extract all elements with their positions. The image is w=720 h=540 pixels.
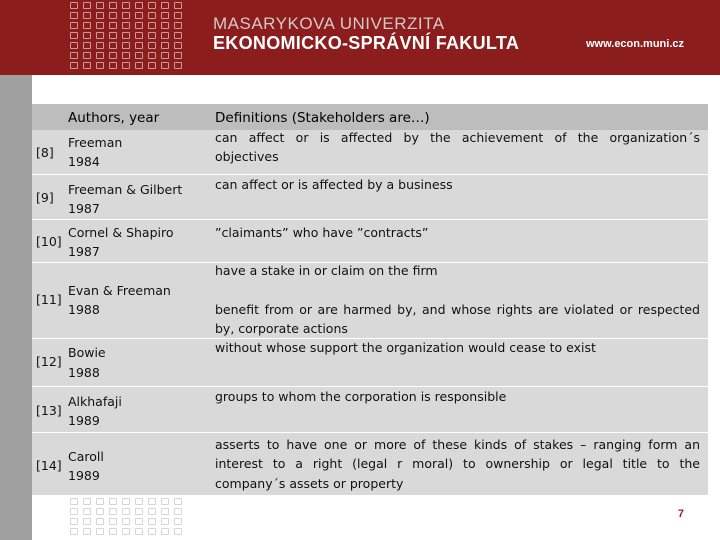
logo-grid-square — [70, 62, 78, 69]
logo-grid-square — [174, 498, 182, 505]
faculty-name: EKONOMICKO-SPRÁVNÍ FAKULTA — [213, 33, 520, 53]
table-row-author: Caroll — [68, 449, 104, 464]
university-logo-grid — [70, 2, 188, 70]
logo-grid-square — [148, 12, 156, 19]
table-row-ref: [10] — [36, 234, 62, 249]
logo-grid-square — [83, 2, 91, 9]
logo-grid-square — [70, 22, 78, 29]
logo-grid-square — [122, 518, 130, 525]
logo-grid-square — [135, 12, 143, 19]
logo-grid-square — [122, 62, 130, 69]
table-row-year: 1987 — [68, 244, 100, 259]
logo-grid-square — [161, 528, 169, 535]
table-row-definition: have a stake in or claim on the firm — [215, 263, 438, 278]
logo-grid-square — [174, 22, 182, 29]
table-row-year: 1988 — [68, 365, 100, 380]
logo-grid-square — [122, 42, 130, 49]
logo-grid-square — [135, 62, 143, 69]
table-row-definition: can affect or is affected by the achievement of the organization´s — [215, 130, 700, 145]
logo-grid-square — [135, 22, 143, 29]
logo-grid-square — [83, 22, 91, 29]
logo-grid-square — [161, 62, 169, 69]
logo-grid-square — [174, 52, 182, 59]
university-name: MASARYKOVA UNIVERZITA — [213, 14, 445, 33]
logo-grid-square — [70, 42, 78, 49]
header-banner — [0, 0, 720, 75]
logo-grid-square — [122, 12, 130, 19]
logo-grid-square — [174, 528, 182, 535]
table-row-author: Freeman & Gilbert — [68, 182, 183, 197]
logo-grid-square — [70, 12, 78, 19]
logo-grid-square — [109, 508, 117, 515]
table-row-definition: company´s assets or property — [215, 476, 404, 491]
logo-grid-square — [122, 22, 130, 29]
logo-grid-square — [83, 52, 91, 59]
logo-grid-square — [96, 22, 104, 29]
logo-grid-square — [135, 42, 143, 49]
table-row-definition: by, corporate actions — [215, 321, 348, 336]
logo-grid-square — [83, 42, 91, 49]
logo-grid-square — [122, 508, 130, 515]
table-row-year: 1987 — [68, 201, 100, 216]
logo-grid-square — [83, 62, 91, 69]
logo-grid-square — [109, 42, 117, 49]
logo-grid-square — [83, 12, 91, 19]
table-row-year: 1984 — [68, 154, 100, 169]
logo-grid-square — [148, 2, 156, 9]
row-divider — [32, 432, 708, 433]
logo-grid-square — [109, 518, 117, 525]
table-row-year: 1989 — [68, 413, 100, 428]
logo-grid-square — [70, 518, 78, 525]
logo-grid-square — [161, 12, 169, 19]
logo-grid-square — [161, 22, 169, 29]
logo-grid-square — [148, 508, 156, 515]
logo-grid-square — [96, 52, 104, 59]
table-row-ref: [14] — [36, 458, 62, 473]
logo-grid-square — [70, 508, 78, 515]
page-number: 7 — [677, 508, 684, 520]
logo-grid-square — [135, 518, 143, 525]
logo-grid-square — [148, 42, 156, 49]
table-row-author: Freeman — [68, 135, 123, 150]
logo-grid-square — [96, 528, 104, 535]
logo-grid-square — [161, 518, 169, 525]
logo-grid-square — [161, 498, 169, 505]
logo-grid-square — [148, 22, 156, 29]
logo-grid-square — [174, 12, 182, 19]
logo-grid-square — [96, 12, 104, 19]
logo-grid-square — [70, 52, 78, 59]
logo-grid-square — [161, 508, 169, 515]
logo-grid-square — [161, 32, 169, 39]
logo-grid-square — [96, 62, 104, 69]
table-row-definition: asserts to have one or more of these kinds of stakes – ranging form an — [215, 437, 700, 452]
logo-grid-square — [96, 42, 104, 49]
logo-grid-square — [96, 508, 104, 515]
logo-grid-square — [174, 62, 182, 69]
logo-grid-square — [122, 2, 130, 9]
table-row-year: 1988 — [68, 302, 100, 317]
authors-column-header: Authors, year — [68, 110, 160, 126]
logo-grid-square — [135, 32, 143, 39]
table-row-ref: [13] — [36, 403, 62, 418]
logo-grid-square — [83, 518, 91, 525]
left-gray-strip — [0, 75, 32, 540]
logo-grid-square — [122, 528, 130, 535]
logo-grid-square — [122, 498, 130, 505]
logo-grid-square — [83, 528, 91, 535]
logo-grid-square — [148, 52, 156, 59]
table-row-definition: without whose support the organization would cease to exist — [215, 340, 596, 355]
table-row-year: 1989 — [68, 468, 100, 483]
table-row-definition: ”claimants” who have ”contracts” — [215, 225, 429, 240]
logo-grid-square — [135, 52, 143, 59]
logo-grid-square — [148, 528, 156, 535]
table-row-definition: groups to whom the corporation is responsible — [215, 389, 507, 404]
table-row-author: Evan & Freeman — [68, 283, 171, 298]
logo-grid-square — [135, 498, 143, 505]
logo-grid-square — [148, 518, 156, 525]
definitions-column-header: Definitions (Stakeholders are…) — [215, 110, 430, 126]
table-row-author: Bowie — [68, 345, 106, 360]
logo-grid-square — [96, 498, 104, 505]
logo-grid-square — [161, 2, 169, 9]
table-row-definition: objectives — [215, 149, 279, 164]
logo-grid-square — [135, 508, 143, 515]
logo-grid-square — [109, 32, 117, 39]
logo-grid-square — [135, 528, 143, 535]
logo-grid-square — [109, 2, 117, 9]
logo-grid-square — [148, 32, 156, 39]
logo-grid-square — [135, 2, 143, 9]
logo-grid-square — [83, 32, 91, 39]
table-row-author: Alkhafaji — [68, 394, 122, 409]
table-row-ref: [9] — [36, 190, 54, 205]
table-row-ref: [8] — [36, 145, 54, 160]
logo-grid-square — [174, 518, 182, 525]
logo-grid-square — [70, 498, 78, 505]
logo-grid-square — [109, 52, 117, 59]
table-row-definition: interest to a right (legal r moral) to ownership or legal title to the — [215, 456, 700, 471]
logo-grid-square — [161, 42, 169, 49]
logo-grid-square — [109, 12, 117, 19]
logo-grid-square — [161, 52, 169, 59]
table-row-ref: [12] — [36, 354, 62, 369]
table-row-ref: [11] — [36, 292, 62, 307]
logo-grid-square — [83, 498, 91, 505]
logo-grid-square — [174, 42, 182, 49]
table-row-definition: benefit from or are harmed by, and whose rights are violated or respected — [215, 302, 700, 317]
logo-grid-square — [83, 508, 91, 515]
logo-grid-square — [70, 32, 78, 39]
logo-grid-square — [109, 528, 117, 535]
logo-grid-square — [122, 52, 130, 59]
footer-logo-grid — [70, 498, 188, 538]
logo-grid-square — [174, 2, 182, 9]
row-divider — [32, 219, 708, 220]
logo-grid-square — [174, 508, 182, 515]
logo-grid-square — [70, 528, 78, 535]
logo-grid-square — [174, 32, 182, 39]
logo-grid-square — [109, 498, 117, 505]
logo-grid-square — [148, 62, 156, 69]
logo-grid-square — [96, 32, 104, 39]
table-row-author: Cornel & Shapiro — [68, 225, 174, 240]
logo-grid-square — [96, 2, 104, 9]
logo-grid-square — [148, 498, 156, 505]
table-row-definition: can affect or is affected by a business — [215, 177, 453, 192]
logo-grid-square — [96, 518, 104, 525]
logo-grid-square — [70, 2, 78, 9]
logo-grid-square — [109, 62, 117, 69]
logo-grid-square — [109, 22, 117, 29]
logo-grid-square — [122, 32, 130, 39]
website-url[interactable]: www.econ.muni.cz — [586, 38, 684, 50]
